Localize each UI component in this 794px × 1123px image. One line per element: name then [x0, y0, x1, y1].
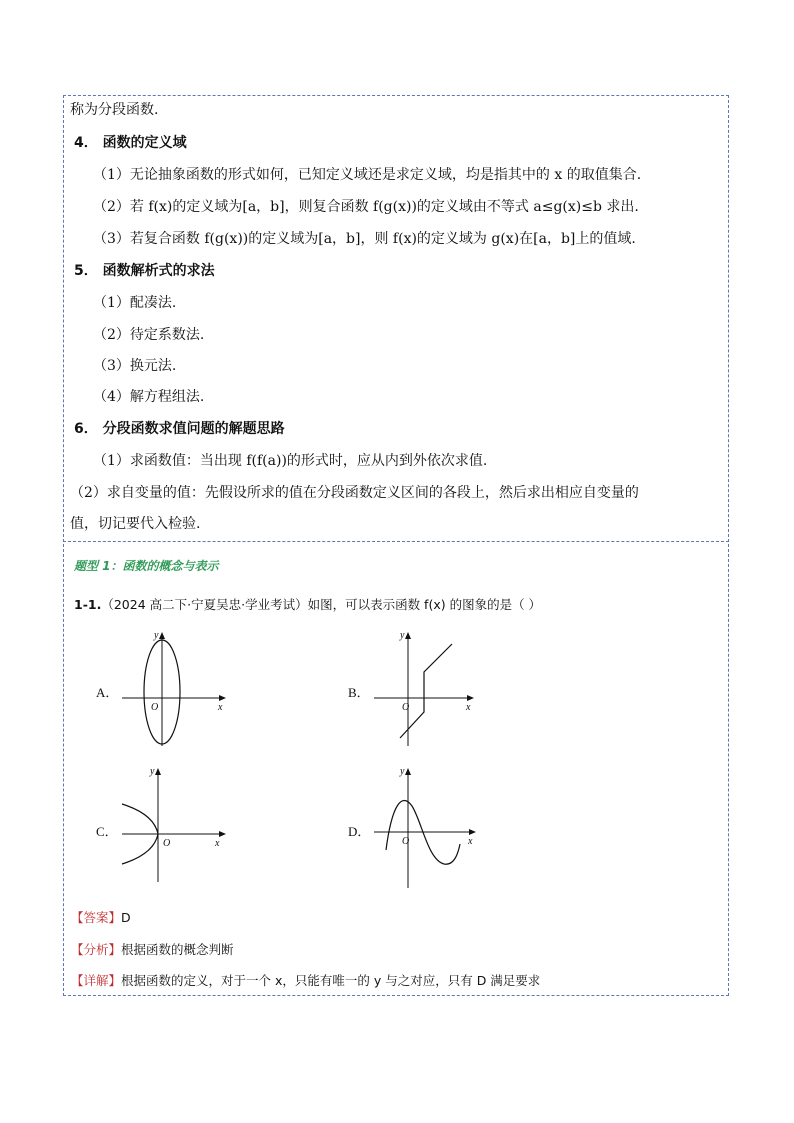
question-text: （2024 高二下·宁夏吴忠·学业考试）如图，可以表示函数 f(x) 的图象的是（ ） — [101, 597, 542, 612]
svg-text:O: O — [402, 702, 410, 713]
analysis-text: 根据函数的概念判断 — [121, 942, 234, 957]
svg-text:x: x — [466, 702, 471, 713]
section-title: 题型 1：函数的概念与表示 — [74, 559, 219, 573]
text-line: （1）配凑法. — [93, 295, 177, 311]
text-line: （2）待定系数法. — [93, 327, 205, 343]
section-divider — [63, 541, 729, 542]
option-b-label: B． — [348, 685, 370, 700]
answer-line — [71, 909, 131, 927]
text-line: 值，切记要代入检验. — [70, 516, 201, 532]
detail-line — [71, 972, 540, 990]
option-c-label: C． — [96, 824, 118, 839]
svg-text:y: y — [400, 766, 405, 777]
svg-text:y: y — [154, 630, 159, 641]
svg-text:x: x — [215, 838, 220, 849]
option-d-label: D． — [348, 824, 371, 839]
option-a-label: A． — [96, 685, 119, 700]
question-number: 1-1. — [74, 597, 102, 612]
text-line: （3）若复合函数 f(g(x))的定义域为[a，b]，则 f(x)的定义域为 g(x)在[a，b]上的值域. — [93, 231, 636, 247]
detail-tag: 【详解】 — [71, 973, 122, 988]
analysis-line — [71, 941, 234, 959]
text-line: （1）无论抽象函数的形式如何，已知定义域还是求定义域，均是指其中的 x 的取值集合. — [93, 167, 642, 183]
option-b-graph[interactable] — [372, 628, 482, 748]
text-line: （2）若 f(x)的定义域为[a，b]，则复合函数 f(g(x))的定义域由不等式 a≤g(x)≤b 求出. — [93, 199, 639, 215]
text-line: （1）求函数值：当出现 f(f(a))的形式时，应从内到外依次求值. — [93, 453, 488, 469]
text-line: 称为分段函数. — [70, 102, 159, 118]
answer-tag: 【答案】 — [71, 910, 122, 925]
svg-text:x: x — [218, 702, 223, 713]
svg-text:x: x — [468, 836, 473, 847]
text-line: （2）求自变量的值：先假设所求的值在分段函数定义区间的各段上，然后求出相应自变量的 — [70, 485, 639, 501]
svg-text:y: y — [150, 766, 155, 777]
svg-text:O: O — [151, 702, 159, 713]
svg-text:O: O — [163, 838, 171, 849]
svg-text:y: y — [400, 630, 405, 641]
option-a-graph[interactable] — [120, 628, 230, 748]
heading-4: 4． 函数的定义域 — [74, 135, 187, 151]
svg-text:O: O — [402, 836, 410, 847]
heading-5: 5． 函数解析式的求法 — [74, 263, 215, 279]
option-c-graph[interactable] — [120, 764, 230, 884]
option-d-graph[interactable] — [372, 764, 482, 892]
detail-text: 根据函数的定义，对于一个 x，只能有唯一的 y 与之对应，只有 D 满足要求 — [121, 973, 541, 988]
heading-6: 6． 分段函数求值问题的解题思路 — [74, 421, 285, 437]
answer-text: D — [121, 910, 131, 925]
analysis-tag: 【分析】 — [71, 942, 122, 957]
text-line: （3）换元法. — [93, 358, 177, 374]
question-line — [74, 596, 541, 614]
text-line: （4）解方程组法. — [93, 389, 205, 405]
